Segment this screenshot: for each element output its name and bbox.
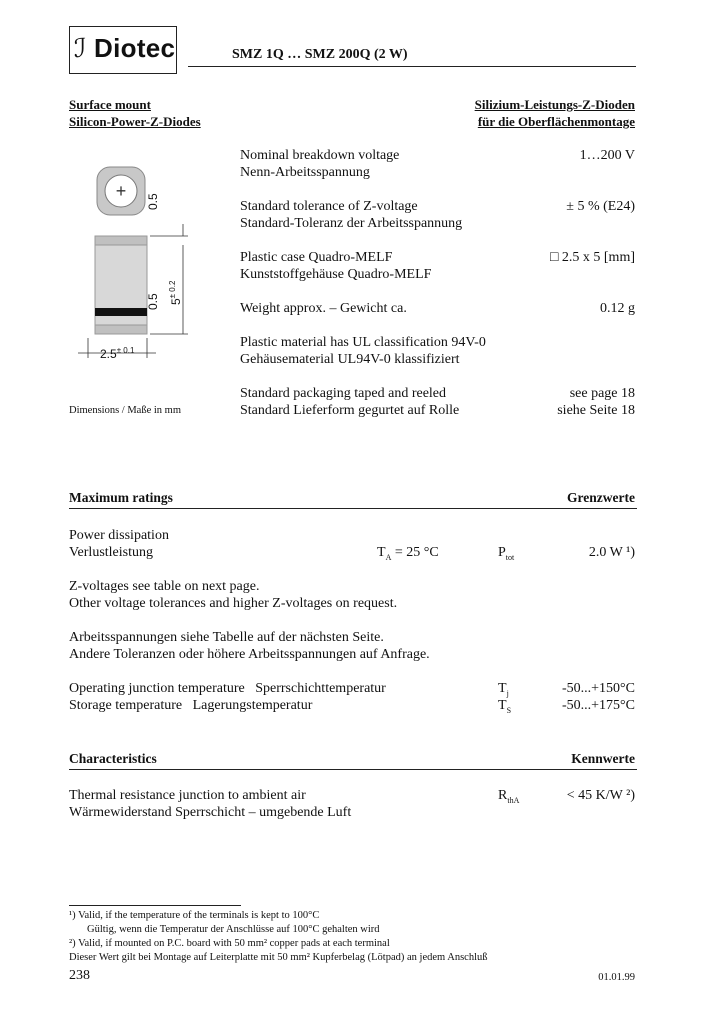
operating-temp-value: -50...+150°C xyxy=(562,681,635,696)
footnote-1: ¹) Valid, if the temperature of the terminals is kept to 100°C xyxy=(69,910,320,921)
subhead-en: Surface mount Silicon-Power-Z-Diodes xyxy=(69,97,201,129)
operating-temp-label: Operating junction temperature Sperrschichttemperatur xyxy=(69,681,386,696)
power-symbol: $P_{tot}$ xyxy=(498,545,515,562)
terminal-bottom xyxy=(95,325,147,334)
footnotes xyxy=(69,909,669,965)
plus-icon: + xyxy=(115,181,127,201)
characteristics-title-de: Kennwerte xyxy=(571,751,635,766)
footnote-rule xyxy=(69,905,241,906)
spec-case-value: □ 2.5 x 5 [mm] xyxy=(549,250,635,265)
storage-temp-symbol: $T_S$ xyxy=(498,698,512,715)
dim-length: $5^{\pm 0.2}$ xyxy=(168,280,183,305)
z-voltage-note-en: Z-voltages see table on next page. Other voltage tolerances and higher Z-voltages on request. xyxy=(69,579,398,611)
max-ratings-title: Maximum ratings xyxy=(69,490,173,505)
z-voltage-note-de: Arbeitsspannungen siehe Tabelle auf der nächsten Seite. Andere Toleranzen oder höhere Arbeitsspannungen auf Anfrage. xyxy=(69,630,430,662)
thermal-resistance-symbol: $R_{thA}$ xyxy=(498,788,520,805)
diotec-logo: ℐ Diotec xyxy=(74,33,176,63)
footnote-1-de: Gültig, wenn die Temperatur der Anschlüsse auf 100°C gehalten wird xyxy=(87,924,380,935)
thermal-resistance-value: < 45 K/W ²) xyxy=(566,788,635,803)
storage-temp-value: -50...+175°C xyxy=(562,698,635,713)
spec-tolerance-value: ± 5 % (E24) xyxy=(566,199,635,214)
spec-packaging-value: see page 18 siehe Seite 18 xyxy=(557,386,635,418)
dim-width: $2.5^{\pm 0.1}$ xyxy=(100,346,135,361)
power-dissipation-label: Power dissipation Verlustleistung xyxy=(69,528,169,560)
diagram-caption: Dimensions / Maße in mm xyxy=(69,405,181,416)
characteristics-title: Characteristics xyxy=(69,751,157,766)
power-condition: $T_A = 25$ °C xyxy=(377,545,439,562)
footer-date: 01.01.99 xyxy=(598,972,635,983)
package-side-view xyxy=(95,236,147,334)
spec-voltage-value: 1…200 V xyxy=(579,148,635,163)
thermal-resistance-label: Thermal resistance junction to ambient air Wärmewiderstand Sperrschicht – umgebende Luft xyxy=(69,788,352,820)
max-ratings-rule xyxy=(69,508,637,509)
terminal-top xyxy=(95,236,147,245)
spec-case: Plastic case Quadro-MELF Kunststoffgehäuse Quadro-MELF xyxy=(240,250,432,282)
storage-temp-label: Storage temperature Lagerungstemperatur xyxy=(69,698,313,713)
spec-packaging: Standard packaging taped and reeled Standard Lieferform gegurtet auf Rolle xyxy=(240,386,460,418)
page-title: SMZ 1Q … SMZ 200Q (2 W) xyxy=(232,47,408,62)
spec-weight-value: 0.12 g xyxy=(600,301,635,316)
dim-top: 0.5 xyxy=(146,193,160,210)
package-diagram xyxy=(60,160,200,370)
header-rule xyxy=(188,66,636,67)
page-number: 238 xyxy=(69,968,90,983)
cathode-band xyxy=(95,308,147,316)
spec-weight: Weight approx. – Gewicht ca. xyxy=(240,301,407,316)
characteristics-rule xyxy=(69,769,637,770)
spec-tolerance: Standard tolerance of Z-voltage Standard-Toleranz der Arbeitsspannung xyxy=(240,199,463,231)
operating-temp-symbol: $T_j$ xyxy=(498,681,509,698)
footnote-2: ²) Valid, if mounted on P.C. board with 50 mm² copper pads at each terminal xyxy=(69,938,390,949)
dim-bottom: 0.5 xyxy=(146,293,160,310)
power-value: 2.0 W ¹) xyxy=(588,545,635,560)
spec-voltage: Nominal breakdown voltage Nenn-Arbeitsspannung xyxy=(240,148,400,180)
spec-ul: Plastic material has UL classification 94V-0 Gehäusematerial UL94V-0 klassifiziert xyxy=(240,335,486,367)
max-ratings-title-de: Grenzwerte xyxy=(567,490,635,505)
subhead-de: Silizium-Leistungs-Z-Dioden für die Oberflächenmontage xyxy=(474,97,635,129)
footnote-2-de: Dieser Wert gilt bei Montage auf Leiterplatte mit 50 mm² Kupferbelag (Lötpad) an jedem Anschluß xyxy=(69,952,488,963)
